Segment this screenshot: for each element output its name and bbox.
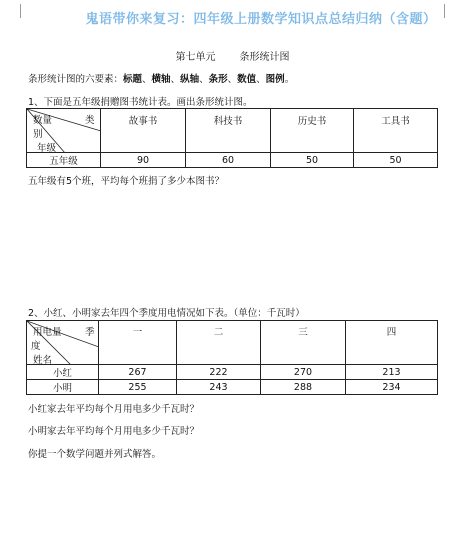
q1-cell: 50: [271, 153, 354, 168]
q1-column-header: 工具书: [354, 109, 438, 153]
intro-element: 数值: [237, 74, 257, 85]
q2-diag-top-right: 季: [85, 327, 95, 338]
intro-element: 纵轴: [180, 74, 200, 85]
q2-column-header: 一: [99, 321, 177, 365]
q2-question: 小红家去年平均每个月用电多少千瓦时？: [28, 404, 200, 415]
q2-diag-mid: 度: [31, 341, 41, 352]
q2-cell: 288: [261, 380, 346, 395]
intro-element: 图例: [265, 74, 285, 85]
q2-prompt: 2、小红、小明家去年四个季度用电情况如下表。（单位：千瓦时）: [28, 308, 305, 319]
intro-element: 标题: [123, 74, 143, 85]
q1-prompt: 1、下面是五年级捐赠图书统计表。画出条形统计图。: [28, 97, 253, 108]
q2-diag-bottom: 姓名: [33, 355, 53, 366]
q2-row-label: 小明: [27, 380, 99, 395]
q2-data-row: [27, 380, 438, 395]
q2-question: 小明家去年平均每个月用电多少千瓦时？: [28, 426, 200, 437]
page-title: 鬼语带你来复习：四年级上册数学知识点总结归纳（含题）: [85, 12, 437, 27]
q2-cell: 222: [177, 365, 261, 380]
q1-diagonal-header: [27, 109, 101, 153]
section-heading: [0, 48, 465, 63]
q2-column-header: 四: [346, 321, 438, 365]
q2-cell: 255: [99, 380, 177, 395]
q1-follow-up: 五年级有5个班，平均每个班捐了多少本图书？: [28, 176, 225, 187]
q2-diag-top-left: 用电量: [33, 327, 62, 338]
q2-cell: 270: [261, 365, 346, 380]
unit-label: 第七单元: [175, 52, 216, 63]
intro-suffix: 。: [284, 74, 295, 85]
q2-header-row: [27, 321, 438, 365]
q1-cell: 50: [354, 153, 438, 168]
q1-diag-mid: 别: [33, 129, 43, 140]
q2-data-row: [27, 365, 438, 380]
intro-separator: 、: [227, 74, 238, 85]
q1-cell: 90: [101, 153, 186, 168]
q2-cell: 243: [177, 380, 261, 395]
q1-header-row: [27, 109, 438, 153]
intro-separator: 、: [256, 74, 266, 85]
q2-column-header: 三: [261, 321, 346, 365]
q1-cell: 60: [186, 153, 271, 168]
intro-prefix: 条形统计图的六要素：: [28, 74, 124, 85]
q2-column-header: 二: [177, 321, 261, 365]
intro-element: 横轴: [151, 74, 171, 85]
intro-separator: 、: [170, 74, 181, 85]
q2-table: [26, 320, 438, 395]
q1-table: [26, 108, 438, 168]
q1-row-label: 五年级: [27, 153, 101, 168]
q2-cell: 267: [99, 365, 177, 380]
q1-column-header: 历史书: [271, 109, 354, 153]
q2-row-label: 小红: [27, 365, 99, 380]
q2-cell: 234: [346, 380, 438, 395]
intro-line: [28, 71, 294, 85]
q1-column-header: 科技书: [186, 109, 271, 153]
q1-data-row: [27, 153, 438, 168]
q2-cell: 213: [346, 365, 438, 380]
q2-question: 你提一个数学问题并列式解答。: [28, 449, 162, 460]
q1-diag-top-left: 数量: [33, 115, 53, 126]
q1-diag-top-right: 类: [85, 115, 95, 126]
intro-element: 条形: [208, 74, 228, 85]
topic-label: 条形统计图: [239, 52, 290, 63]
q1-column-header: 故事书: [101, 109, 186, 153]
q1-diag-bottom: 年级: [37, 143, 57, 154]
q2-diagonal-header: [27, 321, 99, 365]
intro-separator: 、: [142, 74, 152, 85]
corner-mark-left: [20, 4, 21, 18]
intro-separator: 、: [199, 74, 209, 85]
